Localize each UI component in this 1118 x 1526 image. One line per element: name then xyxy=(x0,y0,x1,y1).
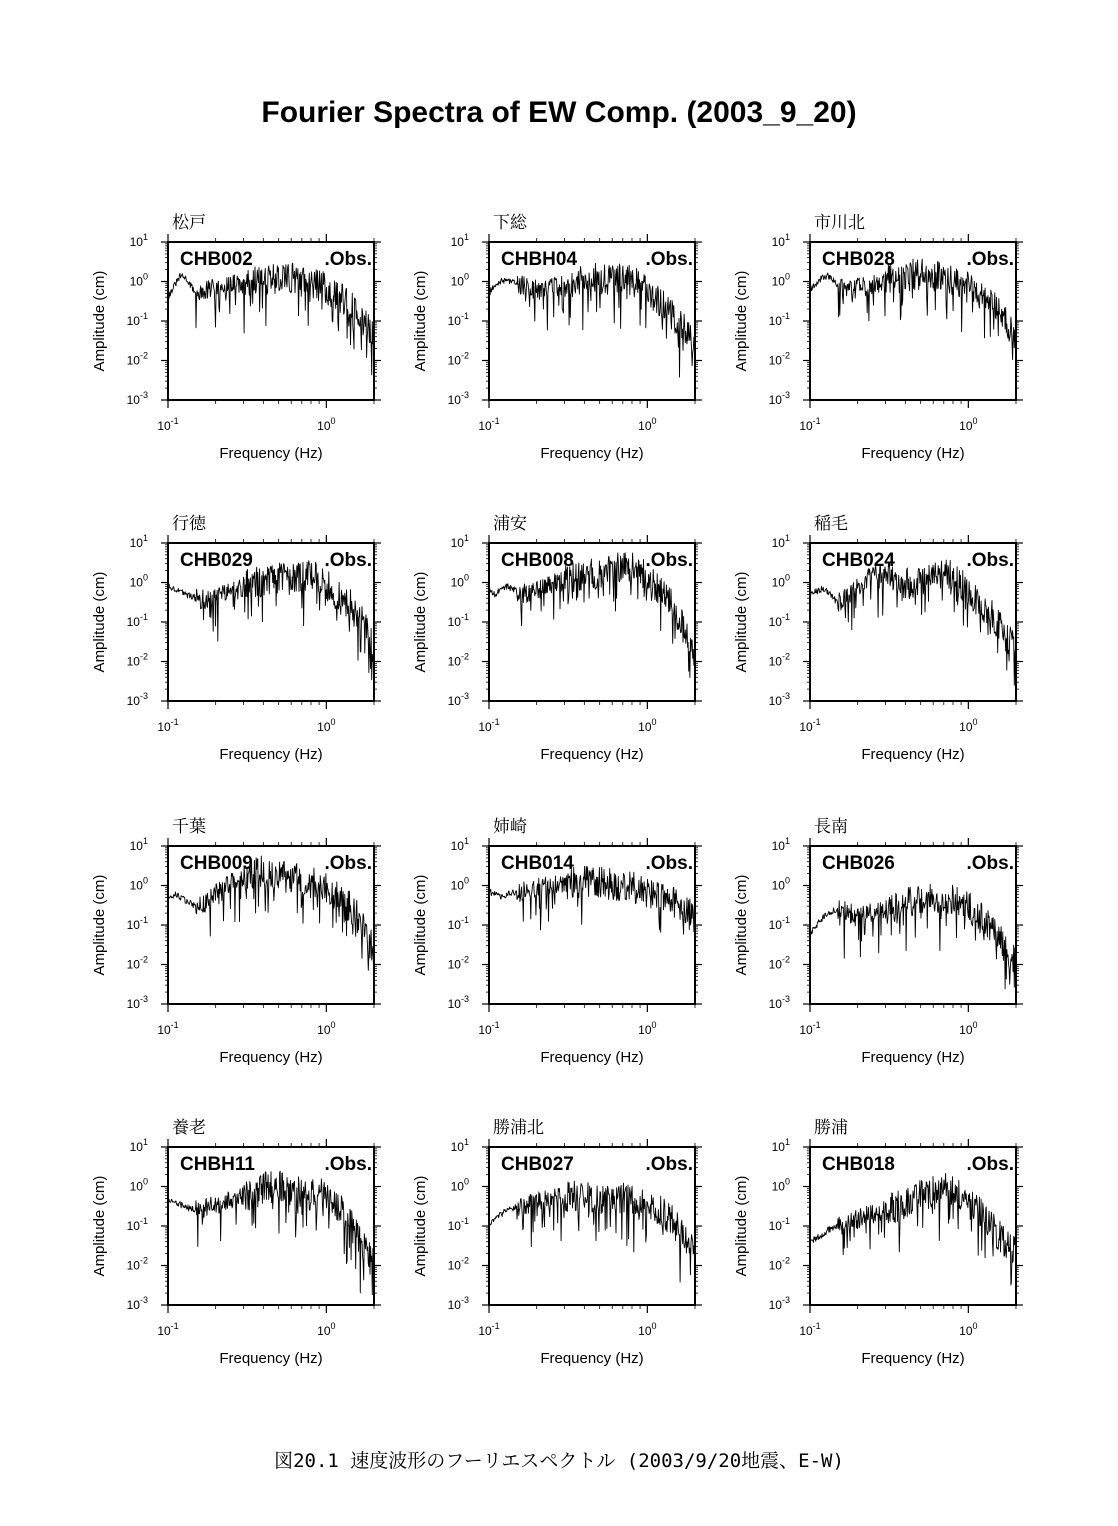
obs-tag-label: .Obs. xyxy=(966,1154,1014,1175)
x-tick-label: $10^{-1}$ xyxy=(799,416,821,433)
x-tick-label: $10^{-1}$ xyxy=(157,1321,179,1338)
spectrum-panel-chb008 xyxy=(412,514,702,763)
spectrum-panel-chbh04 xyxy=(412,213,702,462)
site-name-label: 行徳 xyxy=(172,514,206,533)
spectrum-series-line xyxy=(489,866,695,934)
spectrum-series-line xyxy=(810,1174,1016,1286)
station-code-label: CHB027 xyxy=(501,1154,574,1175)
y-tick-label: $10^0$ xyxy=(129,572,148,590)
spectrum-panel-chb009 xyxy=(91,817,381,1066)
spectrum-panel-chb026 xyxy=(733,817,1023,1066)
y-axis-label: Amplitude (cm) xyxy=(733,571,750,673)
y-tick-label: $10^{-2}$ xyxy=(768,1255,790,1273)
spectrum-series-line xyxy=(810,560,1016,685)
obs-tag-label: .Obs. xyxy=(324,853,372,874)
x-axis-label: Frequency (Hz) xyxy=(219,1350,323,1367)
y-tick-label: $10^0$ xyxy=(450,875,469,893)
y-tick-label: $10^{-2}$ xyxy=(447,954,469,972)
y-tick-label: $10^{-2}$ xyxy=(768,954,790,972)
y-tick-label: $10^{-1}$ xyxy=(126,915,148,932)
y-tick-label: $10^{-3}$ xyxy=(768,390,790,407)
x-axis-label: Frequency (Hz) xyxy=(540,746,644,763)
spectrum-panel-chb018 xyxy=(733,1118,1023,1367)
y-tick-label: $10^1$ xyxy=(129,1137,148,1154)
site-name-label: 松戸 xyxy=(172,213,206,232)
figure-caption: 図20.1 速度波形のフーリエスペクトル (2003/9/20地震、E-W) xyxy=(274,1450,844,1472)
obs-tag-label: .Obs. xyxy=(324,550,372,571)
site-name-label: 市川北 xyxy=(814,213,865,232)
y-tick-label: $10^1$ xyxy=(450,1137,469,1154)
spectrum-panel-chb027 xyxy=(412,1118,702,1367)
x-axis-label: Frequency (Hz) xyxy=(540,445,644,462)
obs-tag-label: .Obs. xyxy=(966,853,1014,874)
site-name-label: 勝浦 xyxy=(814,1118,848,1137)
site-name-label: 稲毛 xyxy=(814,514,848,533)
site-name-label: 千葉 xyxy=(172,817,206,836)
y-axis-label: Amplitude (cm) xyxy=(412,874,429,976)
x-tick-label: $10^{-1}$ xyxy=(157,416,179,433)
y-axis-label: Amplitude (cm) xyxy=(91,874,108,976)
y-axis-label: Amplitude (cm) xyxy=(412,270,429,372)
obs-tag-label: .Obs. xyxy=(966,550,1014,571)
spectrum-series-line xyxy=(810,259,1016,360)
y-tick-label: $10^{-3}$ xyxy=(447,994,469,1011)
site-name-label: 姉崎 xyxy=(493,817,527,836)
station-code-label: CHB026 xyxy=(822,853,895,874)
y-tick-label: $10^1$ xyxy=(771,533,790,550)
y-tick-label: $10^1$ xyxy=(771,1137,790,1154)
spectrum-panel-chb014 xyxy=(412,817,702,1066)
x-tick-label: $10^{-1}$ xyxy=(157,1020,179,1037)
y-tick-label: $10^{-1}$ xyxy=(126,612,148,629)
x-tick-label: $10^{-1}$ xyxy=(157,717,179,734)
y-tick-label: $10^{-3}$ xyxy=(447,390,469,407)
y-tick-label: $10^{-1}$ xyxy=(126,311,148,328)
x-axis-label: Frequency (Hz) xyxy=(861,445,965,462)
y-tick-label: $10^1$ xyxy=(450,232,469,249)
y-tick-label: $10^{-1}$ xyxy=(768,311,790,328)
y-tick-label: $10^{-1}$ xyxy=(447,1216,469,1233)
station-code-label: CHBH04 xyxy=(501,249,578,270)
y-tick-label: $10^0$ xyxy=(771,875,790,893)
site-name-label: 養老 xyxy=(172,1118,206,1137)
y-tick-label: $10^{-2}$ xyxy=(447,1255,469,1273)
y-tick-label: $10^{-1}$ xyxy=(447,311,469,328)
spectrum-series-line xyxy=(168,263,374,375)
x-tick-label: $10^{-1}$ xyxy=(478,717,500,734)
y-tick-label: $10^1$ xyxy=(129,232,148,249)
y-tick-label: $10^1$ xyxy=(771,836,790,853)
y-tick-label: $10^1$ xyxy=(129,533,148,550)
x-axis-label: Frequency (Hz) xyxy=(540,1350,644,1367)
y-tick-label: $10^{-1}$ xyxy=(768,612,790,629)
spectrum-series-line xyxy=(168,1171,374,1295)
site-name-label: 下総 xyxy=(493,213,527,232)
y-tick-label: $10^{-3}$ xyxy=(126,691,148,708)
obs-tag-label: .Obs. xyxy=(645,550,693,571)
obs-tag-label: .Obs. xyxy=(645,1154,693,1175)
y-tick-label: $10^{-1}$ xyxy=(768,1216,790,1233)
site-name-label: 勝浦北 xyxy=(493,1118,544,1137)
x-tick-label: $10^0$ xyxy=(317,1321,336,1338)
y-axis-label: Amplitude (cm) xyxy=(412,1175,429,1277)
y-axis-label: Amplitude (cm) xyxy=(91,571,108,673)
x-tick-label: $10^0$ xyxy=(959,717,978,734)
spectrum-series-line xyxy=(168,561,374,680)
spectrum-series-line xyxy=(489,553,695,678)
x-tick-label: $10^0$ xyxy=(638,1321,657,1338)
x-axis-label: Frequency (Hz) xyxy=(219,1049,323,1066)
spectrum-series-line xyxy=(489,263,695,377)
x-tick-label: $10^0$ xyxy=(638,416,657,433)
y-tick-label: $10^0$ xyxy=(129,1176,148,1194)
y-tick-label: $10^{-3}$ xyxy=(768,994,790,1011)
y-tick-label: $10^{-1}$ xyxy=(447,612,469,629)
y-tick-label: $10^{-3}$ xyxy=(768,1295,790,1312)
obs-tag-label: .Obs. xyxy=(645,853,693,874)
y-axis-label: Amplitude (cm) xyxy=(412,571,429,673)
spectrum-panel-chbh11 xyxy=(91,1118,381,1367)
x-tick-label: $10^{-1}$ xyxy=(799,717,821,734)
obs-tag-label: .Obs. xyxy=(966,249,1014,270)
x-axis-label: Frequency (Hz) xyxy=(219,746,323,763)
y-tick-label: $10^{-3}$ xyxy=(447,691,469,708)
y-tick-label: $10^1$ xyxy=(450,533,469,550)
x-tick-label: $10^{-1}$ xyxy=(799,1321,821,1338)
y-tick-label: $10^{-3}$ xyxy=(447,1295,469,1312)
spectrum-panel-chb024 xyxy=(733,514,1023,763)
x-tick-label: $10^{-1}$ xyxy=(799,1020,821,1037)
y-tick-label: $10^{-1}$ xyxy=(768,915,790,932)
y-tick-label: $10^{-1}$ xyxy=(447,915,469,932)
y-tick-label: $10^{-2}$ xyxy=(126,350,148,368)
station-code-label: CHB018 xyxy=(822,1154,895,1175)
x-tick-label: $10^{-1}$ xyxy=(478,416,500,433)
x-axis-label: Frequency (Hz) xyxy=(540,1049,644,1066)
obs-tag-label: .Obs. xyxy=(324,1154,372,1175)
y-axis-label: Amplitude (cm) xyxy=(733,1175,750,1277)
y-axis-label: Amplitude (cm) xyxy=(733,874,750,976)
x-tick-label: $10^0$ xyxy=(638,1020,657,1037)
spectrum-panel-chb029 xyxy=(91,514,381,763)
x-tick-label: $10^0$ xyxy=(317,416,336,433)
x-axis-label: Frequency (Hz) xyxy=(219,445,323,462)
x-tick-label: $10^{-1}$ xyxy=(478,1321,500,1338)
y-tick-label: $10^0$ xyxy=(771,572,790,590)
y-tick-label: $10^{-2}$ xyxy=(126,1255,148,1273)
y-tick-label: $10^{-2}$ xyxy=(126,651,148,669)
y-tick-label: $10^{-2}$ xyxy=(768,350,790,368)
site-name-label: 浦安 xyxy=(493,514,527,533)
y-tick-label: $10^1$ xyxy=(450,836,469,853)
x-axis-label: Frequency (Hz) xyxy=(861,1049,965,1066)
y-tick-label: $10^0$ xyxy=(771,271,790,289)
y-tick-label: $10^0$ xyxy=(450,572,469,590)
x-tick-label: $10^0$ xyxy=(638,717,657,734)
station-code-label: CHB014 xyxy=(501,853,574,874)
y-tick-label: $10^{-2}$ xyxy=(126,954,148,972)
station-code-label: CHB002 xyxy=(180,249,253,270)
obs-tag-label: .Obs. xyxy=(324,249,372,270)
x-axis-label: Frequency (Hz) xyxy=(861,746,965,763)
station-code-label: CHB028 xyxy=(822,249,895,270)
y-tick-label: $10^{-2}$ xyxy=(768,651,790,669)
page-title: Fourier Spectra of EW Comp. (2003_9_20) xyxy=(261,96,857,129)
y-tick-label: $10^{-2}$ xyxy=(447,651,469,669)
spectrum-series-line xyxy=(810,884,1016,989)
station-code-label: CHB008 xyxy=(501,550,574,571)
obs-tag-label: .Obs. xyxy=(645,249,693,270)
spectrum-panel-chb002 xyxy=(91,213,381,462)
y-axis-label: Amplitude (cm) xyxy=(91,270,108,372)
y-tick-label: $10^0$ xyxy=(129,875,148,893)
station-code-label: CHB029 xyxy=(180,550,253,571)
y-tick-label: $10^{-3}$ xyxy=(126,390,148,407)
x-tick-label: $10^0$ xyxy=(959,416,978,433)
x-tick-label: $10^0$ xyxy=(959,1020,978,1037)
x-tick-label: $10^0$ xyxy=(317,717,336,734)
x-tick-label: $10^0$ xyxy=(959,1321,978,1338)
y-tick-label: $10^{-3}$ xyxy=(126,1295,148,1312)
spectrum-panel-chb028 xyxy=(733,213,1023,462)
y-axis-label: Amplitude (cm) xyxy=(733,270,750,372)
y-tick-label: $10^1$ xyxy=(771,232,790,249)
y-tick-label: $10^0$ xyxy=(450,1176,469,1194)
y-tick-label: $10^{-1}$ xyxy=(126,1216,148,1233)
y-tick-label: $10^{-3}$ xyxy=(768,691,790,708)
y-tick-label: $10^{-2}$ xyxy=(447,350,469,368)
x-tick-label: $10^0$ xyxy=(317,1020,336,1037)
station-code-label: CHB009 xyxy=(180,853,253,874)
y-axis-label: Amplitude (cm) xyxy=(91,1175,108,1277)
y-tick-label: $10^0$ xyxy=(450,271,469,289)
station-code-label: CHBH11 xyxy=(180,1154,255,1175)
x-tick-label: $10^{-1}$ xyxy=(478,1020,500,1037)
spectrum-series-line xyxy=(489,1181,695,1282)
x-axis-label: Frequency (Hz) xyxy=(861,1350,965,1367)
y-tick-label: $10^0$ xyxy=(771,1176,790,1194)
y-tick-label: $10^{-3}$ xyxy=(126,994,148,1011)
y-tick-label: $10^0$ xyxy=(129,271,148,289)
site-name-label: 長南 xyxy=(814,817,848,836)
y-tick-label: $10^1$ xyxy=(129,836,148,853)
station-code-label: CHB024 xyxy=(822,550,895,571)
